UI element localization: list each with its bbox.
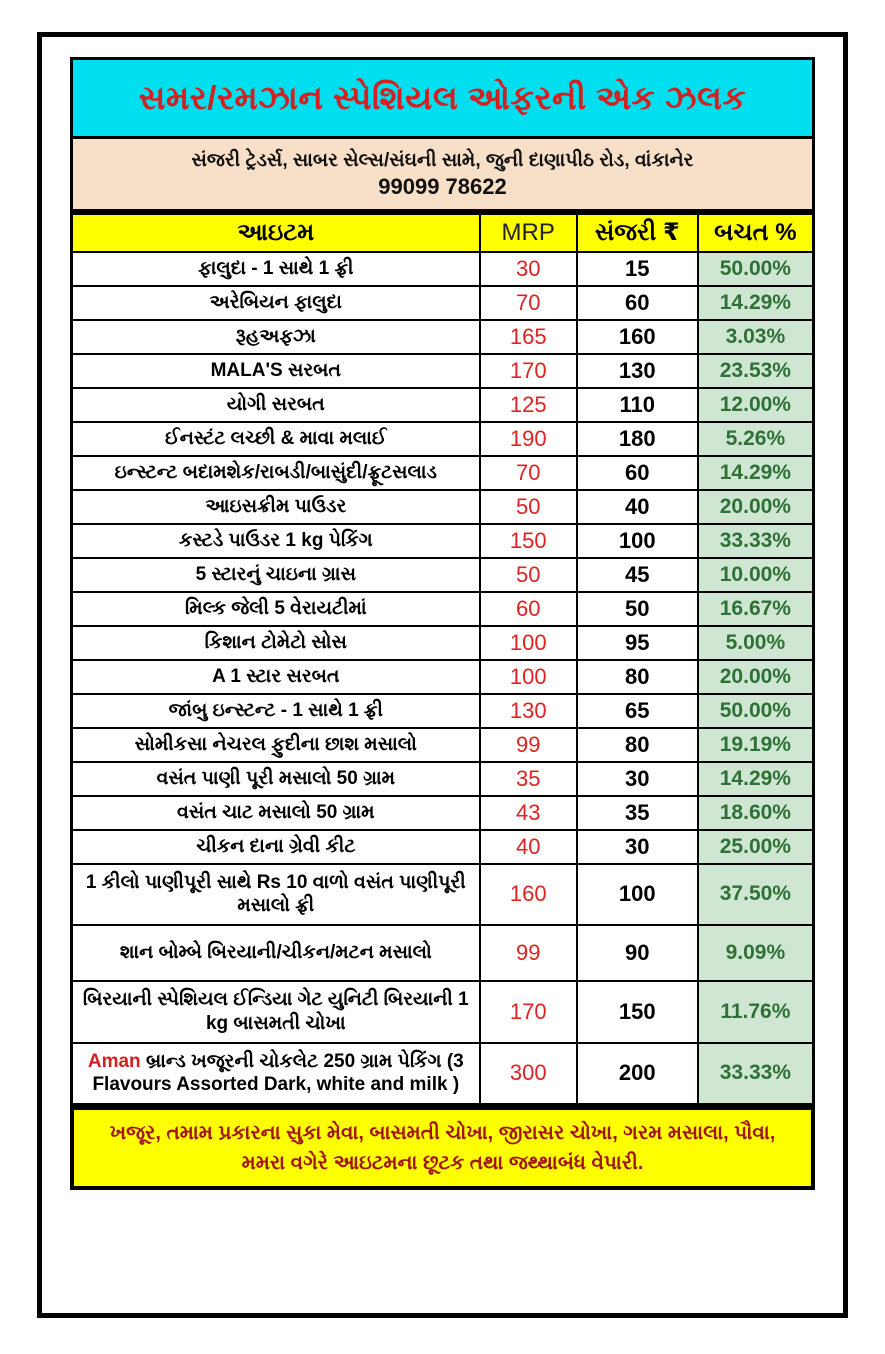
item-cell: 1 કીલો પાણીપૂરી સાથે Rs 10 વાળો વસંત પાણીપૂરી મસાલો ફ્રી bbox=[72, 864, 480, 926]
item-cell: રૂહઅફઝા bbox=[72, 320, 480, 354]
mrp-cell: 99 bbox=[480, 925, 577, 981]
sanjari-cell: 150 bbox=[577, 981, 698, 1043]
mrp-cell: 130 bbox=[480, 694, 577, 728]
sanjari-cell: 80 bbox=[577, 728, 698, 762]
mrp-cell: 100 bbox=[480, 660, 577, 694]
sanjari-cell: 40 bbox=[577, 490, 698, 524]
bachat-cell: 25.00% bbox=[698, 830, 814, 864]
item-cell: અરેબિયન ફાલુદા bbox=[72, 286, 480, 320]
mrp-cell: 150 bbox=[480, 524, 577, 558]
sanjari-cell: 100 bbox=[577, 524, 698, 558]
mrp-cell: 170 bbox=[480, 981, 577, 1043]
sanjari-cell: 35 bbox=[577, 796, 698, 830]
table-row bbox=[72, 354, 814, 388]
table-row bbox=[72, 660, 814, 694]
store-info-block bbox=[70, 139, 815, 212]
store-phone: 99099 78622 bbox=[378, 174, 507, 200]
table-row bbox=[72, 925, 814, 981]
sanjari-cell: 200 bbox=[577, 1043, 698, 1105]
item-cell: શાન બોમ્બે બિરયાની/ચીકન/મટન મસાલો bbox=[72, 925, 480, 981]
mrp-cell: 30 bbox=[480, 252, 577, 286]
item-cell: વસંત ચાટ મસાલો 50 ગ્રામ bbox=[72, 796, 480, 830]
table-row bbox=[72, 864, 814, 926]
bachat-cell: 37.50% bbox=[698, 864, 814, 926]
col-header-item: આઇટમ bbox=[72, 214, 480, 252]
mrp-cell: 50 bbox=[480, 558, 577, 592]
store-address: સંજરી ટ્રેડર્સ, સાબર સેલ્સ/સંઘની સામે, જુની દાણાપીઠ રોડ, વાંકાનેર bbox=[191, 149, 694, 171]
table-row bbox=[72, 456, 814, 490]
mrp-cell: 170 bbox=[480, 354, 577, 388]
mrp-cell: 60 bbox=[480, 592, 577, 626]
table-row bbox=[72, 694, 814, 728]
item-cell: 5 સ્ટારનું ચાઇના ગ્રાસ bbox=[72, 558, 480, 592]
sanjari-cell: 160 bbox=[577, 320, 698, 354]
sanjari-cell: 100 bbox=[577, 864, 698, 926]
sanjari-cell: 95 bbox=[577, 626, 698, 660]
bachat-cell: 19.19% bbox=[698, 728, 814, 762]
table-row bbox=[72, 490, 814, 524]
mrp-cell: 40 bbox=[480, 830, 577, 864]
col-header-bachat: બચત % bbox=[698, 214, 814, 252]
mrp-cell: 190 bbox=[480, 422, 577, 456]
item-cell: ઈનસ્ટંટ લચ્છી & માવા મલાઈ bbox=[72, 422, 480, 456]
sanjari-cell: 60 bbox=[577, 286, 698, 320]
bachat-cell: 20.00% bbox=[698, 660, 814, 694]
mrp-cell: 35 bbox=[480, 762, 577, 796]
table-row bbox=[72, 728, 814, 762]
table-row bbox=[72, 592, 814, 626]
table-row bbox=[72, 796, 814, 830]
sanjari-cell: 65 bbox=[577, 694, 698, 728]
sanjari-cell: 30 bbox=[577, 830, 698, 864]
table-row bbox=[72, 830, 814, 864]
table-row bbox=[72, 252, 814, 286]
sanjari-cell: 110 bbox=[577, 388, 698, 422]
item-cell: જાંબુ ઇન્સ્ટન્ટ - 1 સાથે 1 ફ્રી bbox=[72, 694, 480, 728]
price-table bbox=[70, 212, 815, 1106]
table-row bbox=[72, 388, 814, 422]
bachat-cell: 50.00% bbox=[698, 694, 814, 728]
item-cell: આઇસક્રીમ પાઉડર bbox=[72, 490, 480, 524]
bachat-cell: 14.29% bbox=[698, 456, 814, 490]
bachat-cell: 10.00% bbox=[698, 558, 814, 592]
item-cell: ચીકન દાના ગ્રેવી કીટ bbox=[72, 830, 480, 864]
item-cell: કિશાન ટોમેટો સોસ bbox=[72, 626, 480, 660]
sanjari-cell: 45 bbox=[577, 558, 698, 592]
item-cell: ઇન્સ્ટન્ટ બદામશેક/રાબડી/બાસુંદી/ફ્રૂટસલાડ bbox=[72, 456, 480, 490]
item-cell: ફાલુદા - 1 સાથે 1 ફ્રી bbox=[72, 252, 480, 286]
table-row bbox=[72, 558, 814, 592]
table-row bbox=[72, 1043, 814, 1105]
bachat-cell: 14.29% bbox=[698, 762, 814, 796]
bachat-cell: 5.26% bbox=[698, 422, 814, 456]
mrp-cell: 50 bbox=[480, 490, 577, 524]
mrp-cell: 70 bbox=[480, 286, 577, 320]
mrp-cell: 165 bbox=[480, 320, 577, 354]
mrp-cell: 160 bbox=[480, 864, 577, 926]
bachat-cell: 23.53% bbox=[698, 354, 814, 388]
bachat-cell: 20.00% bbox=[698, 490, 814, 524]
table-row bbox=[72, 320, 814, 354]
mrp-cell: 43 bbox=[480, 796, 577, 830]
item-cell: MALA'S સરબત bbox=[72, 354, 480, 388]
table-row bbox=[72, 626, 814, 660]
poster-title: સમર/રમઝાન સ્પેશિયલ ઓફરની એક ઝલક bbox=[138, 78, 747, 116]
table-row bbox=[72, 762, 814, 796]
poster-title-block bbox=[70, 57, 815, 139]
mrp-cell: 99 bbox=[480, 728, 577, 762]
bachat-cell: 9.09% bbox=[698, 925, 814, 981]
bachat-cell: 5.00% bbox=[698, 626, 814, 660]
item-cell: Aman બ્રાન્ડ ખજૂરની ચોકલેટ 250 ગ્રામ પેકિંગ (3 Flavours Assorted Dark, white and milk ) bbox=[72, 1043, 480, 1105]
item-cell: સોમીકસા નેચરલ ફુદીના છાશ મસાલો bbox=[72, 728, 480, 762]
table-row bbox=[72, 286, 814, 320]
bachat-cell: 50.00% bbox=[698, 252, 814, 286]
bachat-cell: 12.00% bbox=[698, 388, 814, 422]
item-cell: વસંત પાણી પૂરી મસાલો 50 ગ્રામ bbox=[72, 762, 480, 796]
table-row bbox=[72, 422, 814, 456]
footer-note-block bbox=[70, 1106, 815, 1190]
bachat-cell: 33.33% bbox=[698, 1043, 814, 1105]
footer-note: ખજૂર, તમામ પ્રકારના સુકા મેવા, બાસમતી ચોખા, જીરાસર ચોખા, ગરમ મસાલા, પૌવા, મમરા વગેરે આઇટમના છૂટક તથા જથ્થાબંધ વેપારી. bbox=[109, 1122, 776, 1174]
brand-name-highlight: Aman bbox=[87, 1050, 141, 1072]
sanjari-cell: 50 bbox=[577, 592, 698, 626]
mrp-cell: 70 bbox=[480, 456, 577, 490]
item-cell: કસ્ટડે પાઉડર 1 kg પેકિંગ bbox=[72, 524, 480, 558]
col-header-sanjari: સંજરી ₹ bbox=[577, 214, 698, 252]
item-cell: યોગી સરબત bbox=[72, 388, 480, 422]
item-cell: A 1 સ્ટાર સરબત bbox=[72, 660, 480, 694]
item-cell: મિલ્ક જેલી 5 વેરાયટીમાં bbox=[72, 592, 480, 626]
bachat-cell: 14.29% bbox=[698, 286, 814, 320]
mrp-cell: 100 bbox=[480, 626, 577, 660]
bachat-cell: 16.67% bbox=[698, 592, 814, 626]
item-cell: બિરયાની સ્પેશિયલ ઈન્ડિયા ગેટ યુનિટી બિરયાની 1 kg બાસમતી ચોખા bbox=[72, 981, 480, 1043]
bachat-cell: 11.76% bbox=[698, 981, 814, 1043]
price-table-body bbox=[72, 252, 814, 1105]
sanjari-cell: 80 bbox=[577, 660, 698, 694]
sanjari-cell: 130 bbox=[577, 354, 698, 388]
bachat-cell: 18.60% bbox=[698, 796, 814, 830]
price-list-poster bbox=[70, 57, 815, 1190]
table-row bbox=[72, 524, 814, 558]
price-table-header bbox=[72, 214, 814, 252]
col-header-mrp: MRP bbox=[480, 214, 577, 252]
bachat-cell: 3.03% bbox=[698, 320, 814, 354]
page-border-frame bbox=[37, 32, 848, 1318]
sanjari-cell: 90 bbox=[577, 925, 698, 981]
sanjari-cell: 15 bbox=[577, 252, 698, 286]
bachat-cell: 33.33% bbox=[698, 524, 814, 558]
sanjari-cell: 60 bbox=[577, 456, 698, 490]
mrp-cell: 300 bbox=[480, 1043, 577, 1105]
table-row bbox=[72, 981, 814, 1043]
mrp-cell: 125 bbox=[480, 388, 577, 422]
sanjari-cell: 30 bbox=[577, 762, 698, 796]
sanjari-cell: 180 bbox=[577, 422, 698, 456]
